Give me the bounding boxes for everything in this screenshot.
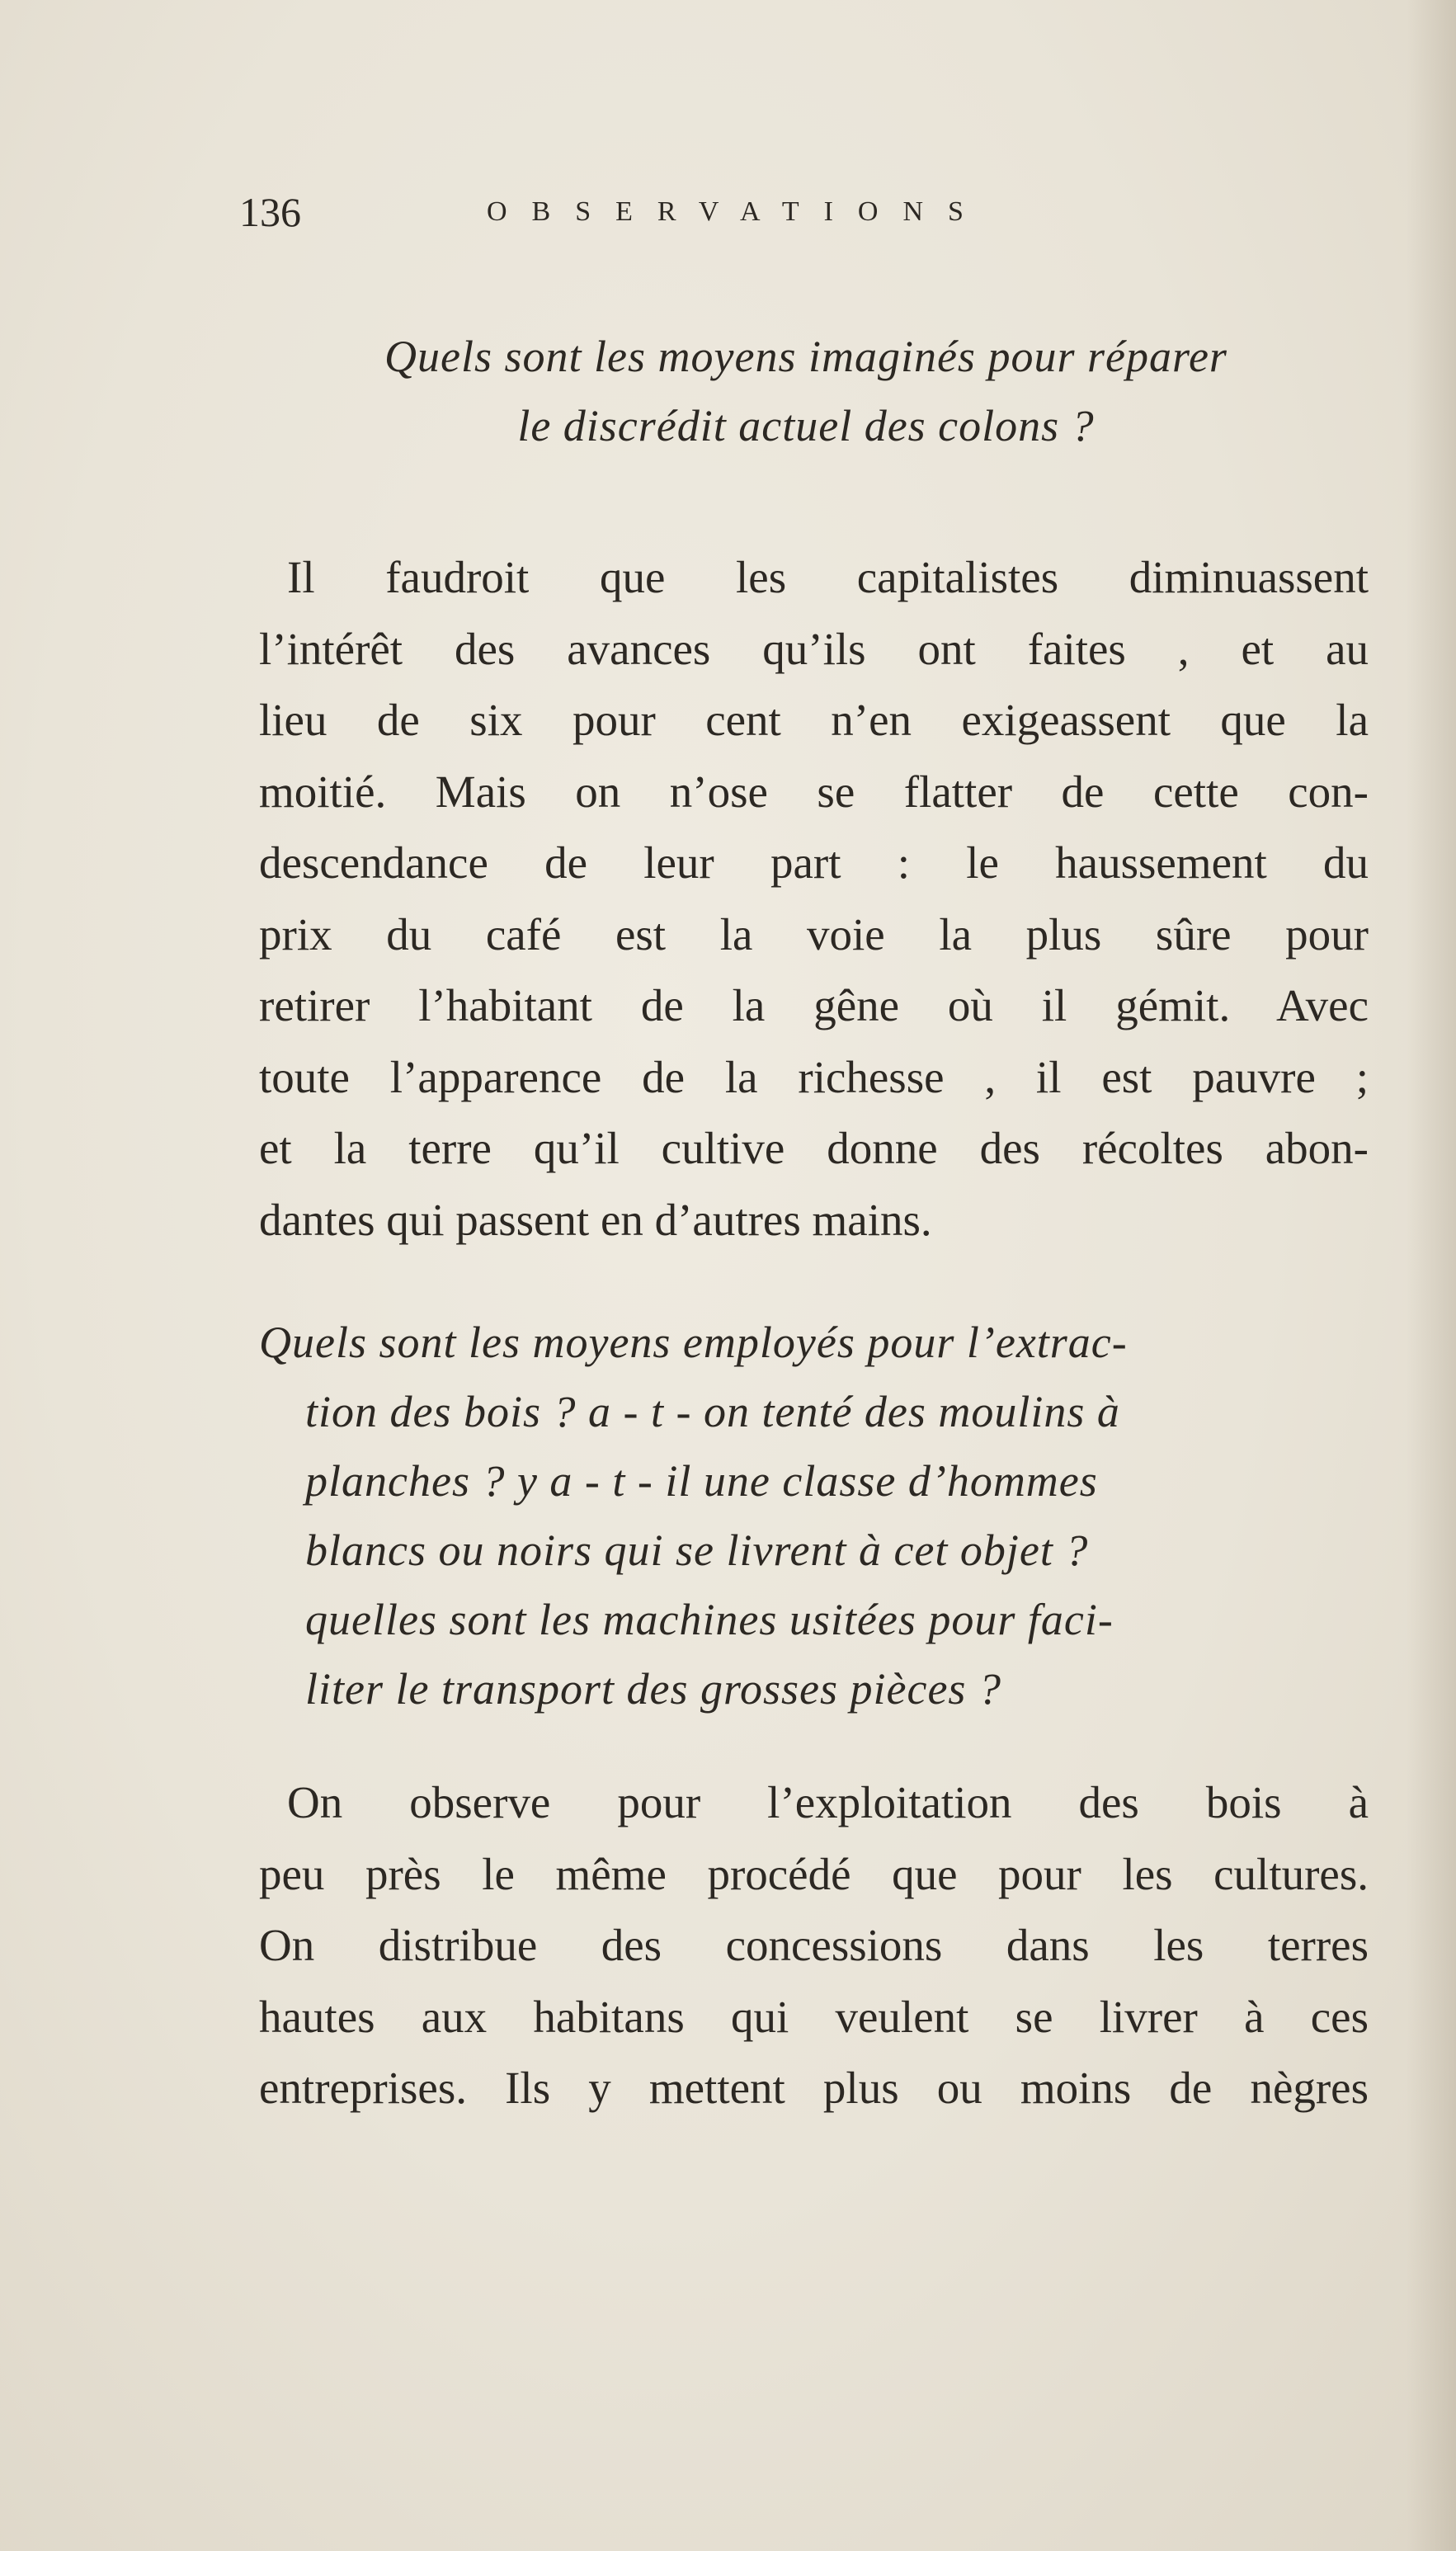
paragraph-2-line: peu près le même procédé que pour les cultures. xyxy=(259,1848,1369,1899)
page-header xyxy=(239,183,1147,241)
question-2 xyxy=(259,1308,1406,1723)
paragraph-1-line: toute l’apparence de la richesse , il est pauvre ; xyxy=(259,1051,1369,1102)
question-1 xyxy=(233,322,1379,460)
question-2-line: blancs ou noirs qui se livrent à cet objet ? xyxy=(305,1525,1089,1575)
question-2-line: quelles sont les machines usitées pour faci- xyxy=(305,1595,1114,1644)
question-2-line: planches ? y a - t - il une classe d’hommes xyxy=(305,1456,1098,1506)
page-edge-shadow xyxy=(1407,0,1456,2551)
question-1-line: le discrédit actuel des colons ? xyxy=(517,401,1095,450)
question-2-line: liter le transport des grosses pièces ? xyxy=(305,1664,1001,1714)
paragraph-1-line: dantes qui passent en d’autres mains. xyxy=(259,1194,932,1245)
page-number: 136 xyxy=(239,189,301,235)
paragraph-2-line: On observe pour l’exploitation des bois à xyxy=(287,1777,1369,1827)
question-1-line: Quels sont les moyens imaginés pour réparer xyxy=(384,332,1227,381)
paragraph-2-line: On distribue des concessions dans les terres xyxy=(259,1920,1369,1970)
running-head: OBSERVATIONS xyxy=(487,196,988,227)
paragraph-1-line: prix du café est la voie la plus sûre pour xyxy=(259,908,1369,960)
paragraph-1-line: et la terre qu’il cultive donne des récoltes abon- xyxy=(259,1123,1369,1173)
paragraph-2-line: entreprises. Ils y mettent plus ou moins de nègres xyxy=(259,2063,1369,2113)
question-2-line: tion des bois ? a - t - on tenté des moulins à xyxy=(305,1387,1120,1436)
paragraph-1-line: descendance de leur part : le haussement du xyxy=(259,837,1369,888)
paragraph-1-line: lieu de six pour cent n’en exigeassent que la xyxy=(259,695,1369,745)
question-2-line: Quels sont les moyens employés pour l’extrac- xyxy=(259,1318,1128,1367)
paragraph-2 xyxy=(259,1767,1369,2124)
paragraph-1-line: retirer l’habitant de la gêne où il gémit. Avec xyxy=(259,980,1369,1030)
paragraph-2-line: hautes aux habitans qui veulent se livrer à ces xyxy=(259,1991,1369,2042)
paragraph-1-line: Il faudroit que les capitalistes diminuassent xyxy=(287,552,1369,602)
paragraph-1-line: moitié. Mais on n’ose se flatter de cette con- xyxy=(259,766,1369,817)
paragraph-1 xyxy=(259,542,1369,1256)
paragraph-1-line: l’intérêt des avances qu’ils ont faites , et au xyxy=(259,623,1369,674)
